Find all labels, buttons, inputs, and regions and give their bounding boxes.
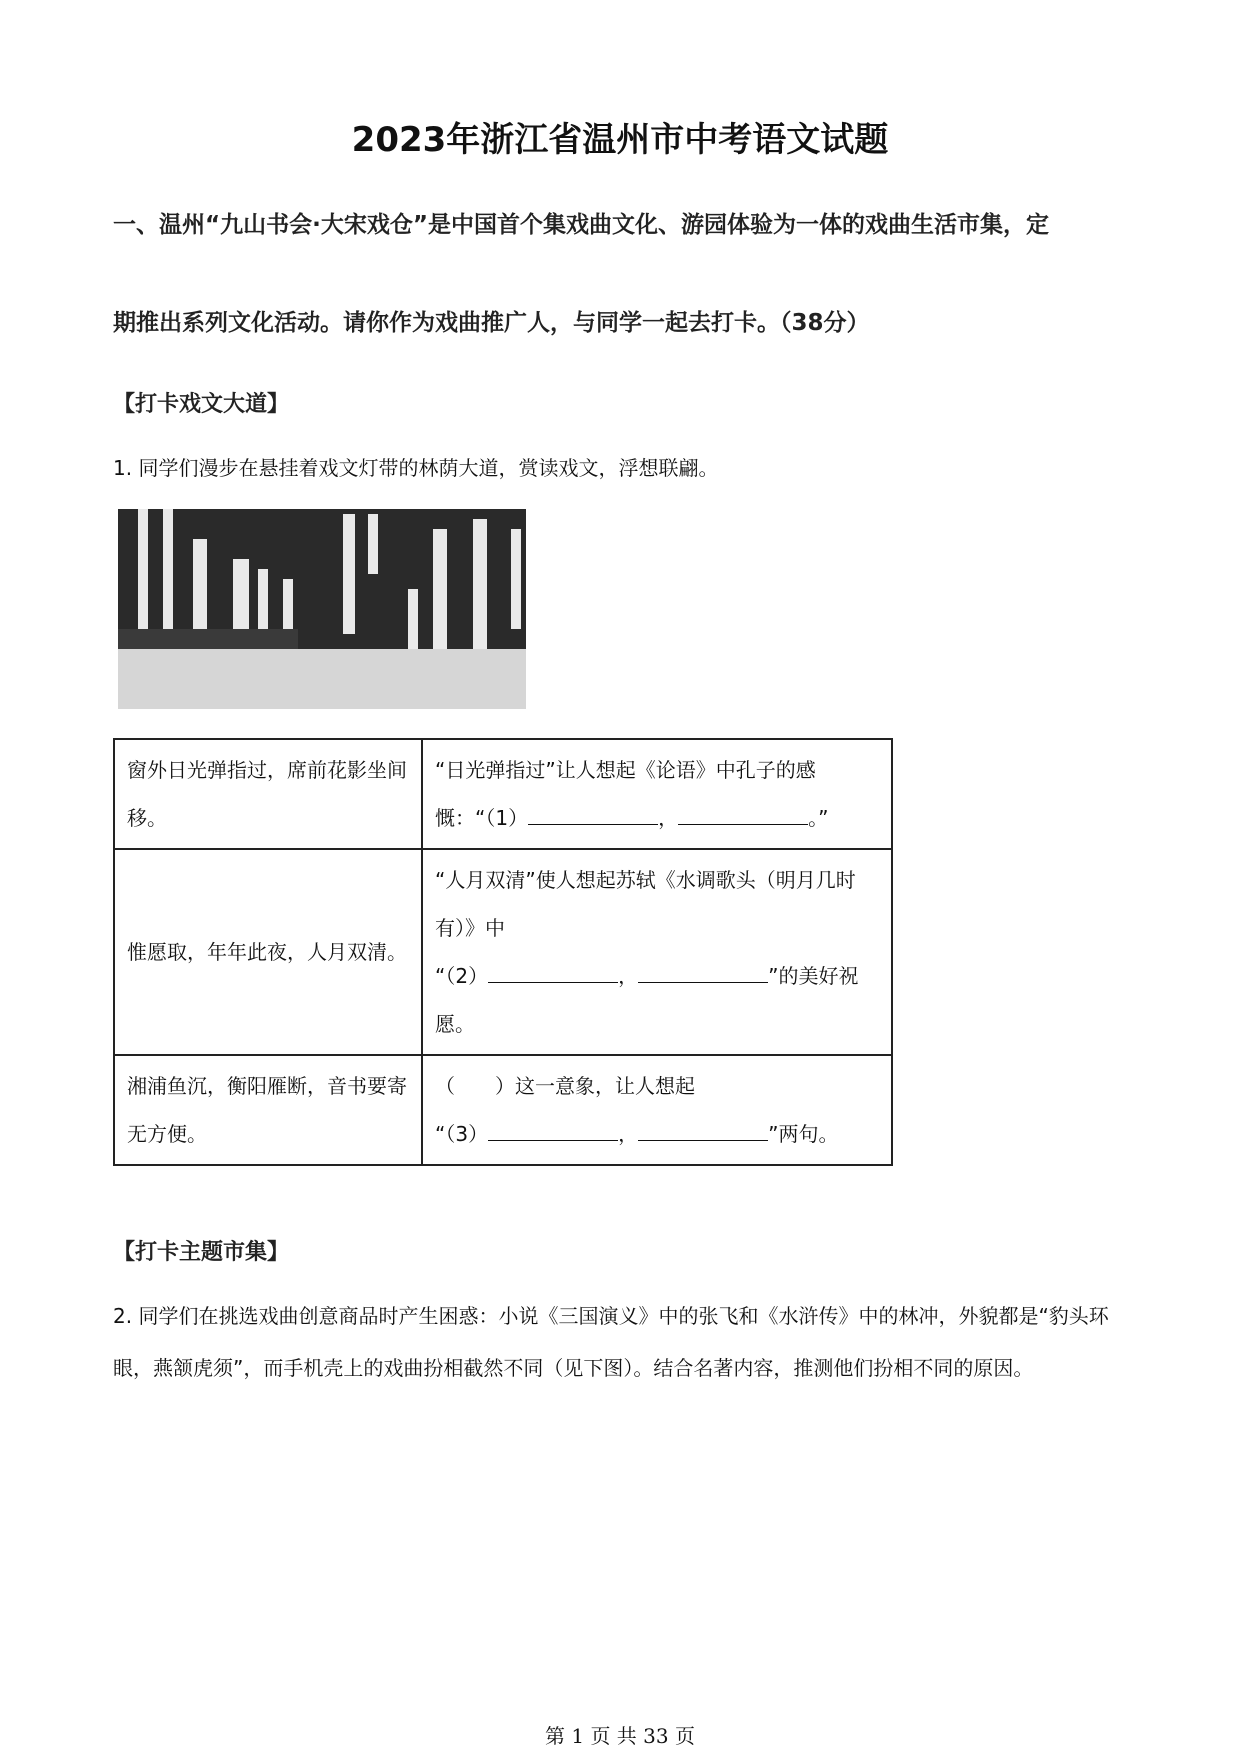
answer-blank-3a[interactable]: [488, 1120, 618, 1141]
separator: ，: [618, 1122, 639, 1146]
answer-blank-1b[interactable]: [678, 804, 808, 825]
prompt-intro: （ ）这一意象，让人想起: [435, 1074, 695, 1098]
opera-lantern-photo: [118, 509, 526, 709]
prompt-cell: [422, 849, 892, 1055]
sub-heading-theme-market: 【打卡主题市集】: [113, 1240, 290, 1265]
table-row: [114, 739, 892, 849]
answer-blank-2b[interactable]: [638, 962, 768, 983]
sub-heading-opera-avenue: 【打卡戏文大道】: [113, 392, 290, 417]
prompt-text: “（2）: [435, 964, 489, 988]
answer-blank-1a[interactable]: [528, 804, 658, 825]
prompt-suffix: 。”: [808, 806, 829, 830]
prompt-intro: “人月双清”使人想起苏轼《水调歌头（明月几时有）》中: [435, 868, 856, 940]
prompt-cell: [422, 739, 892, 849]
table-row: [114, 1055, 892, 1165]
prompt-suffix: ”两句。: [768, 1122, 839, 1146]
prompt-text: “（3）: [435, 1122, 489, 1146]
section-one-intro-line2: 期推出系列文化活动。请你作为戏曲推广人，与同学一起去打卡。（38分）: [113, 310, 870, 336]
answer-blank-3b[interactable]: [638, 1120, 768, 1141]
answer-blank-2a[interactable]: [488, 962, 618, 983]
page-title: 2023年浙江省温州市中考语文试题: [351, 120, 889, 160]
poem-line-cell: 湘浦鱼沉，衡阳雁断，音书要寄无方便。: [114, 1055, 422, 1165]
question-2-text: 2. 同学们在挑选戏曲创意商品时产生困惑：小说《三国演义》中的张飞和《水浒传》中的林冲，外貌都是“豹头环眼，燕颔虎须”，而手机壳上的戏曲扮相截然不同（见下图）。结合名著内容，推测他们扮相不同的原因。: [113, 1304, 1109, 1380]
prompt-text: “日光弹指过”让人想起《论语》中孔子的感慨：“（1）: [435, 758, 816, 830]
separator: ，: [618, 964, 639, 988]
poem-line-cell: 惟愿取，年年此夜，人月双清。: [114, 849, 422, 1055]
poem-line-cell: 窗外日光弹指过，席前花影坐间移。: [114, 739, 422, 849]
prompt-cell: [422, 1055, 892, 1165]
poem-table: [113, 738, 893, 1166]
question-1-text: 1. 同学们漫步在悬挂着戏文灯带的林荫大道，赏读戏文，浮想联翩。: [113, 456, 719, 480]
page-footer: 第 1 页 共 33 页: [545, 1724, 695, 1748]
prompt-suffix: ”的美好祝愿。: [435, 964, 859, 1036]
separator: ，: [658, 806, 679, 830]
section-one-intro-line1: 一、温州“九山书会·大宋戏仓”是中国首个集戏曲文化、游园体验为一体的戏曲生活市集，定: [113, 212, 1049, 238]
table-row: [114, 849, 892, 1055]
